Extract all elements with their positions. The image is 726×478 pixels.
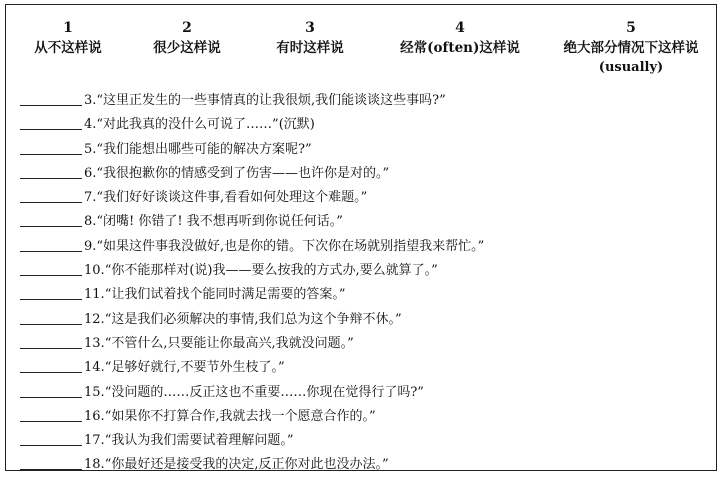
item-number: 9. — [84, 238, 97, 254]
statement-item — [20, 308, 710, 332]
scale-option-5 — [564, 19, 699, 77]
statement-item — [20, 113, 710, 137]
answer-blank[interactable] — [20, 236, 82, 252]
item-number: 7. — [84, 190, 97, 206]
scale-label: 从不这样说 — [34, 40, 102, 56]
answer-blank[interactable] — [20, 187, 82, 203]
statement-item — [20, 453, 710, 477]
item-number: 16. — [84, 408, 105, 424]
answer-blank[interactable] — [20, 406, 82, 422]
statement-item — [20, 89, 710, 113]
item-text: “如果这件事我没做好,也是你的错。下次你在场就别指望我来帮忙。” — [96, 238, 485, 254]
scale-number: 2 — [182, 20, 192, 36]
item-number: 13. — [84, 335, 105, 351]
item-text: “你最好还是接受我的决定,反正你对此也没办法。” — [104, 457, 389, 473]
item-text: “这是我们必须解决的事情,我们总为这个争辩不休。” — [104, 311, 402, 327]
answer-blank[interactable] — [20, 309, 82, 325]
item-text: “我们能想出哪些可能的解决方案呢?” — [96, 141, 312, 157]
statement-item — [20, 381, 710, 405]
scale-option-2 — [153, 19, 221, 59]
scale-sublabel: (usually) — [598, 60, 664, 75]
answer-blank[interactable] — [20, 90, 82, 106]
questionnaire-frame — [5, 4, 717, 471]
item-number: 15. — [84, 384, 105, 400]
scale-number: 1 — [63, 20, 73, 36]
item-text: “对此我真的没什么可说了……”(沉默) — [96, 117, 315, 133]
statement-item — [20, 259, 710, 283]
item-number: 8. — [84, 214, 97, 230]
scale-number: 5 — [626, 20, 636, 36]
item-text: “我认为我们需要试着理解问题。” — [104, 433, 294, 449]
item-text: “闭嘴! 你错了! 我不想再听到你说任何话。” — [96, 214, 343, 230]
scale-label: 很少这样说 — [153, 40, 221, 56]
statement-item — [20, 138, 710, 162]
item-number: 12. — [84, 311, 105, 327]
item-text: “足够好就行,不要节外生枝了。” — [104, 360, 285, 376]
answer-blank[interactable] — [20, 454, 82, 470]
item-text: “我很抱歉你的情感受到了伤害——也许你是对的。” — [96, 165, 390, 181]
item-number: 11. — [84, 287, 105, 303]
item-number: 4. — [84, 117, 97, 133]
statement-item — [20, 405, 710, 429]
statement-item — [20, 332, 710, 356]
statement-item — [20, 356, 710, 380]
item-number: 17. — [84, 433, 105, 449]
item-text: “让我们试着找个能同时满足需要的答案。” — [104, 287, 346, 303]
statement-list — [20, 89, 710, 478]
answer-blank[interactable] — [20, 357, 82, 373]
rating-scale-header — [6, 19, 716, 89]
statement-item — [20, 429, 710, 453]
answer-blank[interactable] — [20, 211, 82, 227]
scale-label: 有时这样说 — [276, 40, 344, 56]
item-text: “不管什么,只要能让你最高兴,我就没问题。” — [104, 335, 354, 351]
item-number: 5. — [84, 141, 97, 157]
scale-label: 经常(often)这样说 — [400, 40, 520, 56]
answer-blank[interactable] — [20, 139, 82, 155]
item-text: “你不能那样对(说)我——要么按我的方式办,要么就算了。” — [104, 263, 438, 279]
answer-blank[interactable] — [20, 114, 82, 130]
answer-blank[interactable] — [20, 333, 82, 349]
scale-option-4 — [400, 19, 520, 59]
statement-item — [20, 186, 710, 210]
statement-item — [20, 210, 710, 234]
answer-blank[interactable] — [20, 260, 82, 276]
item-number: 6. — [84, 165, 97, 181]
item-text: “如果你不打算合作,我就去找一个愿意合作的。” — [104, 408, 376, 424]
scale-option-1 — [34, 19, 102, 59]
item-number: 10. — [84, 263, 105, 279]
statement-item — [20, 235, 710, 259]
statement-item — [20, 283, 710, 307]
item-text: “我们好好谈谈这件事,看看如何处理这个难题。” — [96, 190, 368, 206]
scale-number: 3 — [305, 20, 315, 36]
answer-blank[interactable] — [20, 284, 82, 300]
answer-blank[interactable] — [20, 163, 82, 179]
answer-blank[interactable] — [20, 382, 82, 398]
answer-blank[interactable] — [20, 430, 82, 446]
item-number: 14. — [84, 360, 105, 376]
scale-number: 4 — [455, 20, 465, 36]
statement-item — [20, 162, 710, 186]
item-text: “这里正发生的一些事情真的让我很烦,我们能谈谈这些事吗?” — [96, 93, 446, 108]
item-number: 18. — [84, 457, 105, 473]
scale-option-3 — [276, 19, 344, 59]
item-text: “没问题的……反正这也不重要……你现在觉得行了吗?” — [104, 384, 424, 400]
scale-label: 绝大部分情况下这样说 — [563, 40, 699, 56]
item-number: 3. — [84, 93, 97, 108]
